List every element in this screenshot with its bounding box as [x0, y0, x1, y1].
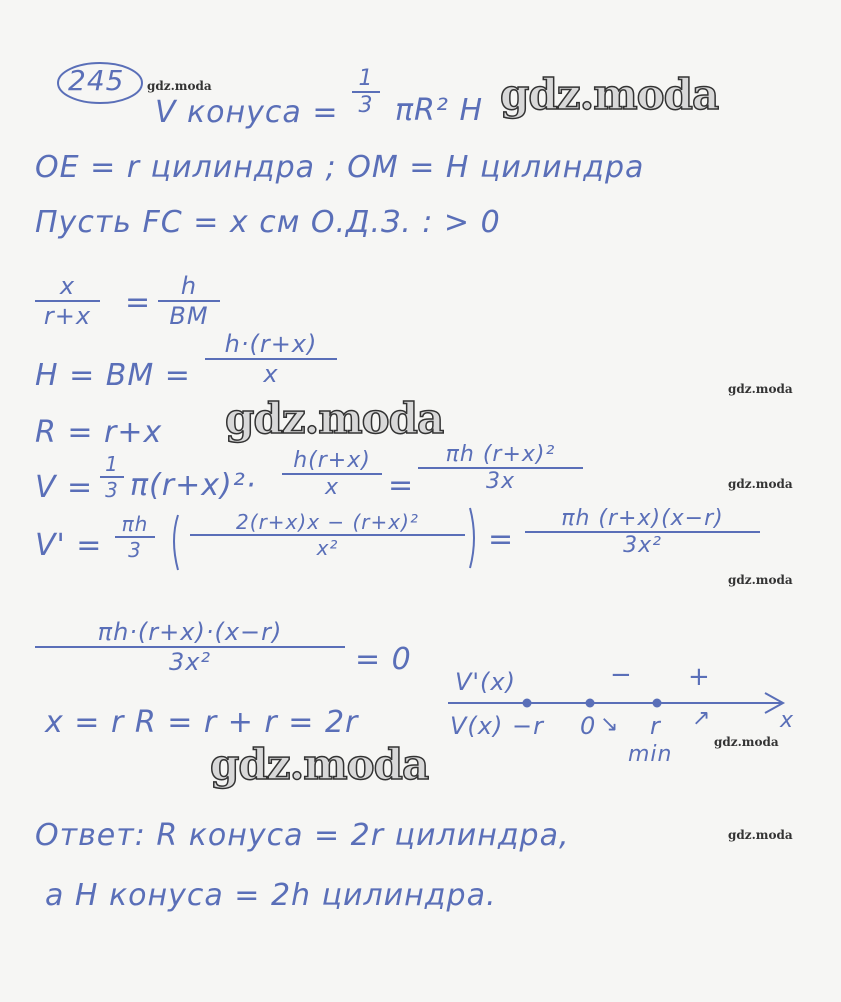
fraction-denominator: 3 [128, 538, 142, 562]
point-minus-r [523, 699, 532, 708]
fraction-denominator: 3x [485, 469, 516, 494]
fraction-denominator: r+x [43, 302, 92, 330]
fraction-numerator: πh (r+x)² [445, 442, 556, 467]
minimum-label: min [628, 742, 673, 767]
fraction-numerator: x [59, 272, 76, 300]
fraction-numerator: h [180, 272, 198, 300]
watermark-big: gdz.moda [225, 394, 444, 443]
watermark-small: gdz.moda [728, 573, 793, 587]
cone-volume-label: V конуса = [155, 95, 339, 130]
equals-sign: = [388, 468, 415, 503]
zero-label: 0 [580, 712, 597, 740]
fraction-numerator: πh [121, 512, 149, 536]
fraction-denominator: 3 [358, 93, 374, 118]
equals-sign: = [125, 285, 152, 320]
fraction-denominator: x [263, 360, 279, 388]
fraction-numerator: πh·(r+x)·(x−r) [97, 618, 283, 646]
volume-label: V = [35, 470, 94, 505]
fraction-denominator: 3x² [623, 533, 662, 558]
answer-line-2: а H конуса = 2h цилиндра. [45, 878, 497, 913]
function-row-label: V(x) −r [450, 712, 544, 740]
fraction-numerator: 1 [105, 452, 119, 476]
watermark-small: gdz.moda [714, 735, 779, 749]
point-r [653, 699, 662, 708]
answer-line-1: Ответ: R конуса = 2r цилиндра, [35, 818, 570, 853]
r-label: r [650, 712, 661, 740]
solution-line: x = r R = r + r = 2r [45, 705, 359, 740]
equals-zero: = 0 [355, 642, 412, 677]
derivative-row-label: V'(x) [455, 668, 516, 696]
minus-sign: − [610, 660, 633, 690]
watermark-big: gdz.moda [210, 740, 429, 789]
increasing-arrow-icon: ↗ [692, 706, 712, 731]
fraction-denominator: BM [169, 302, 209, 330]
fraction-denominator: 3 [105, 478, 119, 502]
watermark-small: gdz.moda [728, 382, 793, 396]
watermark-small: gdz.moda [728, 828, 793, 842]
watermark-small: gdz.moda [728, 477, 793, 491]
volume-factor: π(r+x)²· [130, 468, 257, 503]
watermark-big: gdz.moda [500, 70, 719, 119]
fraction-denominator: 3x² [168, 648, 212, 676]
let-fc-line: Пусть FC = x см О.Д.З. : > 0 [35, 205, 501, 240]
radius-height-line: OE = r цилиндра ; OM = H цилиндра [35, 150, 645, 185]
point-zero [586, 699, 595, 708]
derivative-label: V' = [35, 528, 103, 563]
fraction-numerator: πh (r+x)(x−r) [561, 506, 724, 531]
cone-radius-line: R = r+x [35, 415, 163, 450]
watermark-small: gdz.moda [147, 79, 212, 93]
height-expression: H = BM = [35, 358, 191, 393]
decreasing-arrow-icon: ↘ [600, 712, 620, 737]
axis-x-label: x [780, 708, 795, 733]
fraction-denominator: x² [316, 536, 339, 560]
problem-number: 245 [68, 64, 125, 97]
fraction-numerator: h·(r+x) [224, 330, 318, 358]
fraction-numerator: h(r+x) [293, 448, 371, 473]
fraction-denominator: x [324, 475, 340, 500]
plus-sign: + [688, 662, 711, 692]
fraction-numerator: 1 [358, 66, 374, 91]
fraction-numerator: 2(r+x)x − (r+x)² [236, 510, 419, 534]
equals-sign: = [488, 522, 515, 557]
cone-volume-formula: πR² H [395, 93, 484, 128]
